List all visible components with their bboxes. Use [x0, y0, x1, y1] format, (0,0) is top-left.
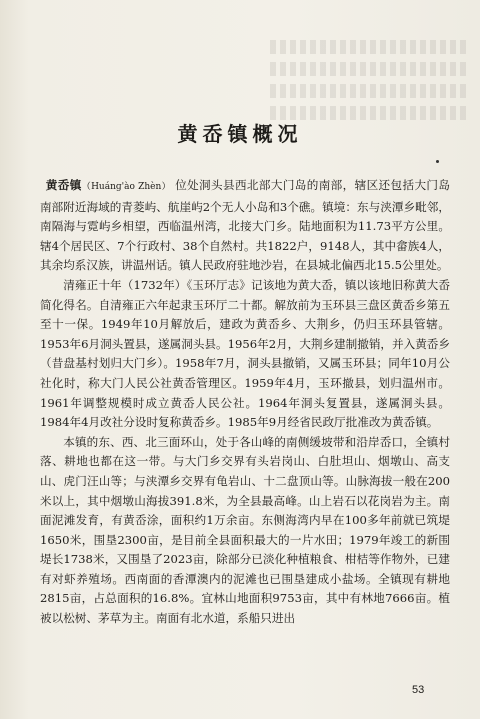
paragraph-geography: 本镇的东、西、北三面环山，处于各山峰的南侧缓坡带和沿岸岙口，全镇村落、耕地也都在这一带。与大门乡交界有头岩岗山、白肚坦山、烟墩山、高支山、虎门汪山等；与浃潭乡交界有龟岩山、十二盘顶山等。山脉海拔一般在200米以上，其中烟墩山海拔391.8米，为全县最高峰。山上岩石以花岗岩为主。南面泥滩发育，有黄岙涂，面积约1万余亩。东侧海湾内早在100多年前就已筑堤1650米，围垦2300亩，是目前全县面积最大的一片水田；1979年竣工的新围堤长1738米，又围垦了2023亩，除部分已淡化种植粮食、柑桔等作物外，已建有对虾养殖场。西南面的香潭澳内的泥滩也已围垦建成小盐场。全镇现有耕地2815亩，占总面积的16.8%。宜林山地面积9753亩，其中有林地7666亩。植被以松树、茅草为主。南面有北水道，系船只进出 [40, 434, 450, 626]
entry-pinyin: （Huánɡ'ào Zhèn） [81, 182, 172, 192]
print-mark [436, 160, 439, 163]
paragraph-history: 清雍正十年（1732年）《玉环厅志》记该地为黄大岙，镇以该地旧称黄大岙简化得名。自清雍正六年起隶玉环厅二十都。解放前为玉环县三盘区黄岙乡第五至十一保。1949年10月解放后，建政为黄岙乡、大荆乡，仍归玉环县管辖。1953年6月洞头置县，遂属洞头县。1956年2月，大荆乡建制撤销，并入黄岙乡（昔盘基村划归大门乡）。1958年7月，洞头县撤销，又属玉环县；同年10月公社化时，称大门人民公社黄岙管理区。1959年4月，玉环撤县，划归温州市。1961年调整规模时成立黄岙人民公社。1964年洞头复置县，遂属洞头县。1984年4月改社分设时复称黄岙乡。1985年9月经省民政厅批准改为黄岙镇。 [40, 277, 450, 430]
page-number: 53 [412, 684, 425, 696]
page-title: 黄岙镇概况 [177, 122, 303, 146]
paragraph-1-text: 位处洞头县西北部大门岛的南部，辖区还包括大门岛南部附近海域的青菱屿、航崖屿2个无人小岛和3个礁。镇境：东与浃潭乡毗邻，南隔海与霓屿乡相望，西临温州湾，北接大门乡。陆地面积为11.73平方公里。辖4个居民区、7个行政村、38个自然村。共1822户，9148人，其中畲族4人，其余均系汉族，讲温州话。镇人民政府驻地沙岩，在县城北偏西北15.5公里处。 [40, 178, 450, 273]
bleed-through-text [270, 40, 470, 130]
paragraph-intro [40, 176, 450, 276]
entry-term: 黄岙镇 [45, 178, 82, 192]
article-body [40, 176, 450, 629]
